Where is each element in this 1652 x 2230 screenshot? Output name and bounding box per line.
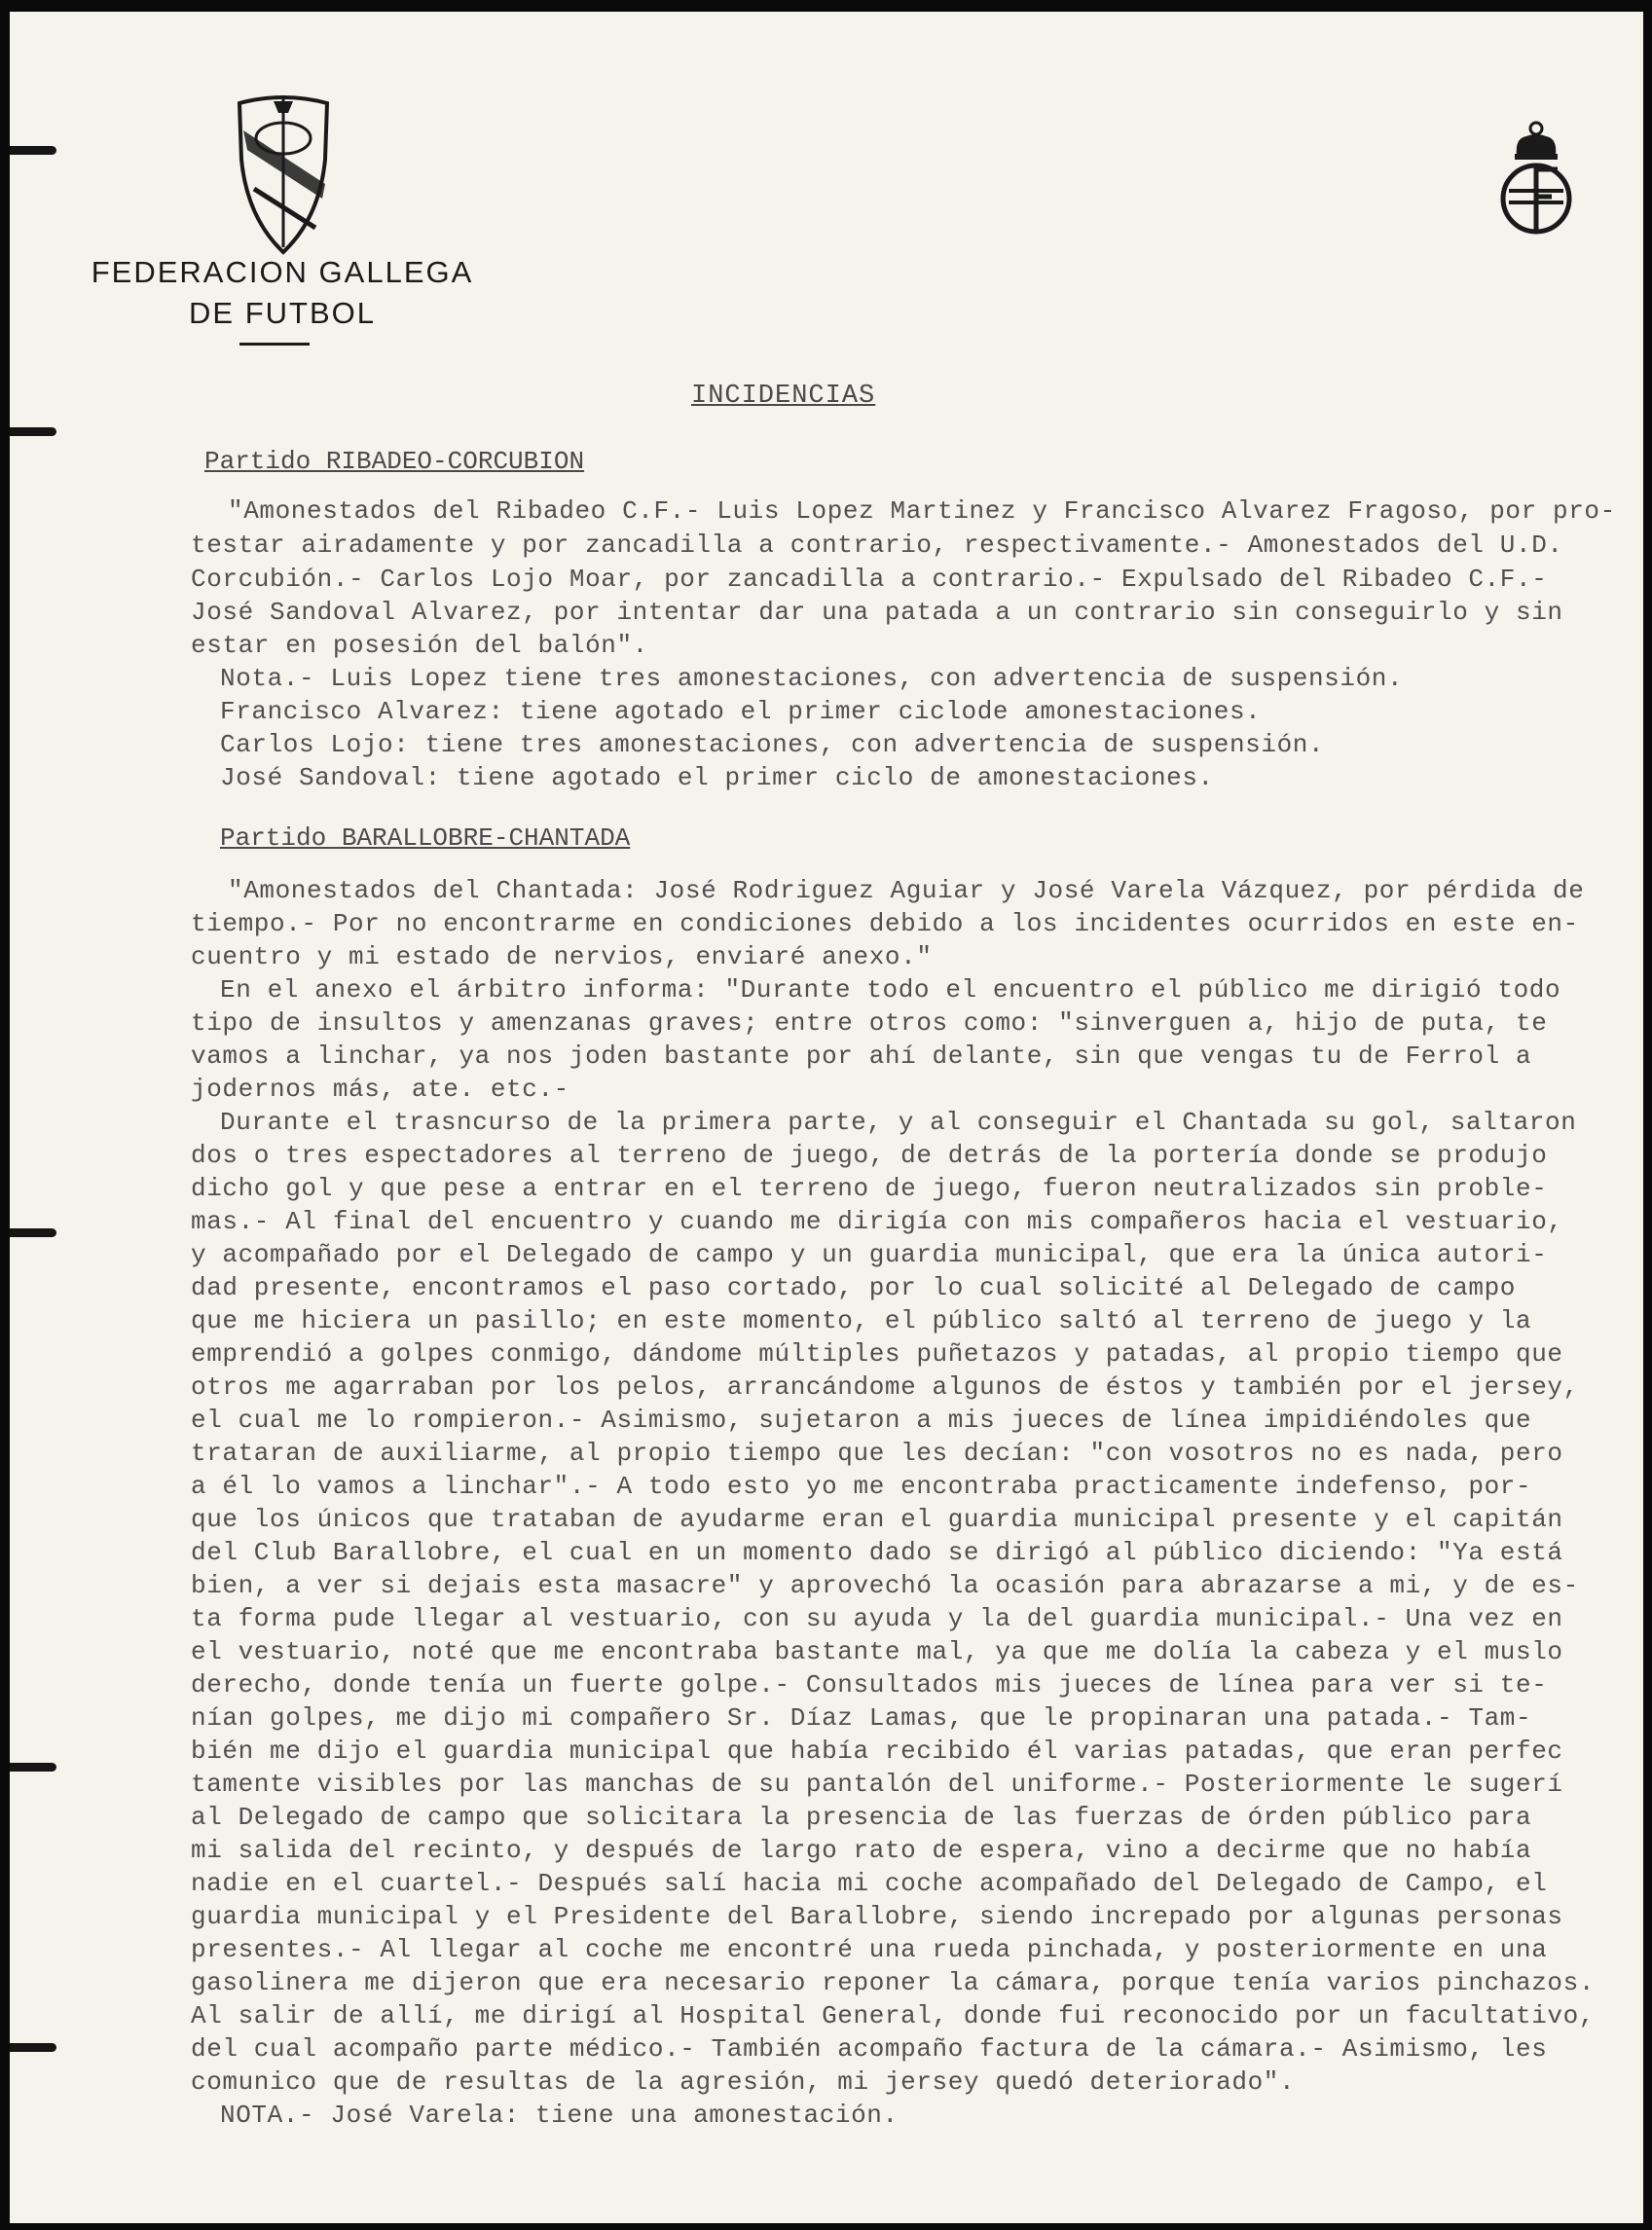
text-line: a él lo vamos a linchar".- A todo esto yo me encontraba practicamente indefenso, por- <box>191 1472 1532 1501</box>
text-line: nadie en el cuartel.- Después salí hacia mi coche acompañado del Delegado de Campo, el <box>191 1869 1548 1898</box>
text-line: y acompañado por el Delegado de campo y un guardia municipal, que era la única autori- <box>191 1240 1548 1269</box>
text-line: Durante el trasncurso de la primera parte, y al conseguir el Chantada su gol, saltaron <box>220 1108 1577 1137</box>
text-line: del Club Barallobre, el cual en un momento dado se dirigó al público diciendo: "Ya está <box>191 1538 1563 1567</box>
text-line: En el anexo el árbitro informa: "Durante todo el encuentro el público me dirigió todo <box>220 975 1561 1005</box>
match-heading-ribadeo-corcubion: Partido RIBADEO-CORCUBION <box>204 447 585 476</box>
note-line: José Sandoval: tiene agotado el primer ciclo de amonestaciones. <box>220 763 1214 792</box>
binder-hole <box>10 1763 56 1772</box>
text-line: ta forma pude llegar al vestuario, con su ayuda y la del guardia municipal.- Una vez en <box>191 1604 1563 1633</box>
text-line: tiempo.- Por no encontrarme en condiciones debido a los incidentes ocurridos en este en- <box>191 909 1579 938</box>
crown-monogram-logo <box>1487 119 1585 245</box>
text-line: guardia municipal y el Presidente del Barallobre, siendo increpado por algunas personas <box>191 1902 1563 1931</box>
text-line: "Amonestados del Ribadeo C.F.- Luis Lopez Martinez y Francisco Alvarez Fragoso, por pro- <box>228 496 1616 526</box>
text-line: testar airadamente y por zancadilla a contrario, respectivamente.- Amonestados del U.D. <box>191 530 1563 560</box>
note-line: NOTA.- José Varela: tiene una amonestación. <box>220 2101 899 2130</box>
note-line: Francisco Alvarez: tiene agotado el primer ciclode amonestaciones. <box>220 697 1262 726</box>
text-line: mi salida del recinto, y después de largo rato de espera, vino a decirme que no había <box>191 1836 1532 1865</box>
organization-name-line1: FEDERACION GALLEGA <box>91 255 474 289</box>
text-line: nían golpes, me dijo mi compañero Sr. Díaz Lamas, que le propinaran una patada.- Tam- <box>191 1703 1532 1733</box>
text-line: trataran de auxiliarme, al propio tiempo que les decían: "con vosotros no es nada, pero <box>191 1439 1563 1468</box>
text-line: Al salir de allí, me dirigí al Hospital General, donde fui reconocido por un facultativo, <box>191 2001 1596 2030</box>
document-title: INCIDENCIAS <box>691 382 876 411</box>
federation-shield-logo <box>230 91 337 257</box>
text-line: mas.- Al final del encuentro y cuando me dirigía con mis compañeros hacia el vestuario, <box>191 1207 1563 1236</box>
text-line: presentes.- Al llegar al coche me encontré una rueda pinchada, y posteriormente en una <box>191 1935 1548 1964</box>
text-line: el vestuario, noté que me encontraba bastante mal, ya que me dolía la cabeza y el muslo <box>191 1637 1563 1666</box>
text-line: jodernos más, ate. etc.- <box>191 1075 569 1104</box>
binder-hole <box>10 1228 56 1237</box>
binder-hole <box>10 427 56 436</box>
text-line: Corcubión.- Carlos Lojo Moar, por zancadilla a contrario.- Expulsado del Ribadeo C.F.- <box>191 565 1548 594</box>
text-line: estar en posesión del balón". <box>191 631 648 660</box>
text-line: dicho gol y que pese a entrar en el terreno de juego, fueron neutralizados sin proble- <box>191 1174 1548 1203</box>
text-line: dad presente, encontramos el paso cortado, por lo cual solicité al Delegado de campo <box>191 1273 1517 1302</box>
text-line: que los únicos que trataban de ayudarme eran el guardia municipal presente y el capitán <box>191 1505 1563 1534</box>
text-line: del cual acompaño parte médico.- También acompaño factura de la cámara.- Asimismo, les <box>191 2034 1548 2064</box>
organization-name-line2: DE FUTBOL <box>189 296 376 330</box>
match-heading-barallobre-chantada: Partido BARALLOBRE-CHANTADA <box>220 823 631 853</box>
text-line: tipo de insultos y amenzanas graves; entre otros como: "sinverguen a, hijo de puta, te <box>191 1008 1548 1038</box>
text-line: derecho, donde tenía un fuerte golpe.- Consultados mis jueces de línea para ver si te- <box>191 1670 1548 1700</box>
note-line: Carlos Lojo: tiene tres amonestaciones, con advertencia de suspensión. <box>220 730 1325 759</box>
text-line: gasolinera me dijeron que era necesario reponer la cámara, porque tenía varios pinchazos. <box>191 1968 1596 1997</box>
text-line: al Delegado de campo que solicitara la presencia de las fuerzas de órden público para <box>191 1803 1532 1832</box>
text-line: comunico que de resultas de la agresión, mi jersey quedó deteriorado". <box>191 2067 1296 2097</box>
text-line: bien, a ver si dejais esta masacre" y aprovechó la ocasión para abrazarse a mi, y de es- <box>191 1571 1579 1600</box>
divider <box>239 343 310 346</box>
text-line: emprendió a golpes conmigo, dándome múltiples puñetazos y patadas, al propio tiempo que <box>191 1339 1563 1369</box>
text-line: dos o tres espectadores al terreno de juego, de detrás de la portería donde se produjo <box>191 1141 1548 1170</box>
text-line: "Amonestados del Chantada: José Rodriguez Aguiar y José Varela Vázquez, por pérdida de <box>228 876 1585 905</box>
text-line: tamente visibles por las manchas de su pantalón del uniforme.- Posteriormente le sugerí <box>191 1770 1563 1799</box>
text-line: bién me dijo el guardia municipal que había recibido él varias patadas, que eran perfec <box>191 1736 1563 1766</box>
binder-hole <box>10 146 56 155</box>
text-line: otros me agarraban por los pelos, arrancándome algunos de éstos y también por el jersey, <box>191 1372 1579 1402</box>
document-page <box>10 12 1643 2223</box>
text-line: el cual me lo rompieron.- Asimismo, sujetaron a mis jueces de línea impidiéndoles que <box>191 1406 1532 1435</box>
text-line: vamos a linchar, ya nos joden bastante por ahí delante, sin que vengas tu de Ferrol a <box>191 1042 1532 1071</box>
binder-hole <box>10 2043 56 2052</box>
text-line: que me hiciera un pasillo; en este momento, el público saltó al terreno de juego y la <box>191 1306 1532 1335</box>
note-line: Nota.- Luis Lopez tiene tres amonestaciones, con advertencia de suspensión. <box>220 664 1404 693</box>
text-line: cuentro y mi estado de nervios, enviaré anexo." <box>191 942 933 971</box>
text-line: José Sandoval Alvarez, por intentar dar una patada a un contrario sin conseguirlo y sin <box>191 598 1563 627</box>
